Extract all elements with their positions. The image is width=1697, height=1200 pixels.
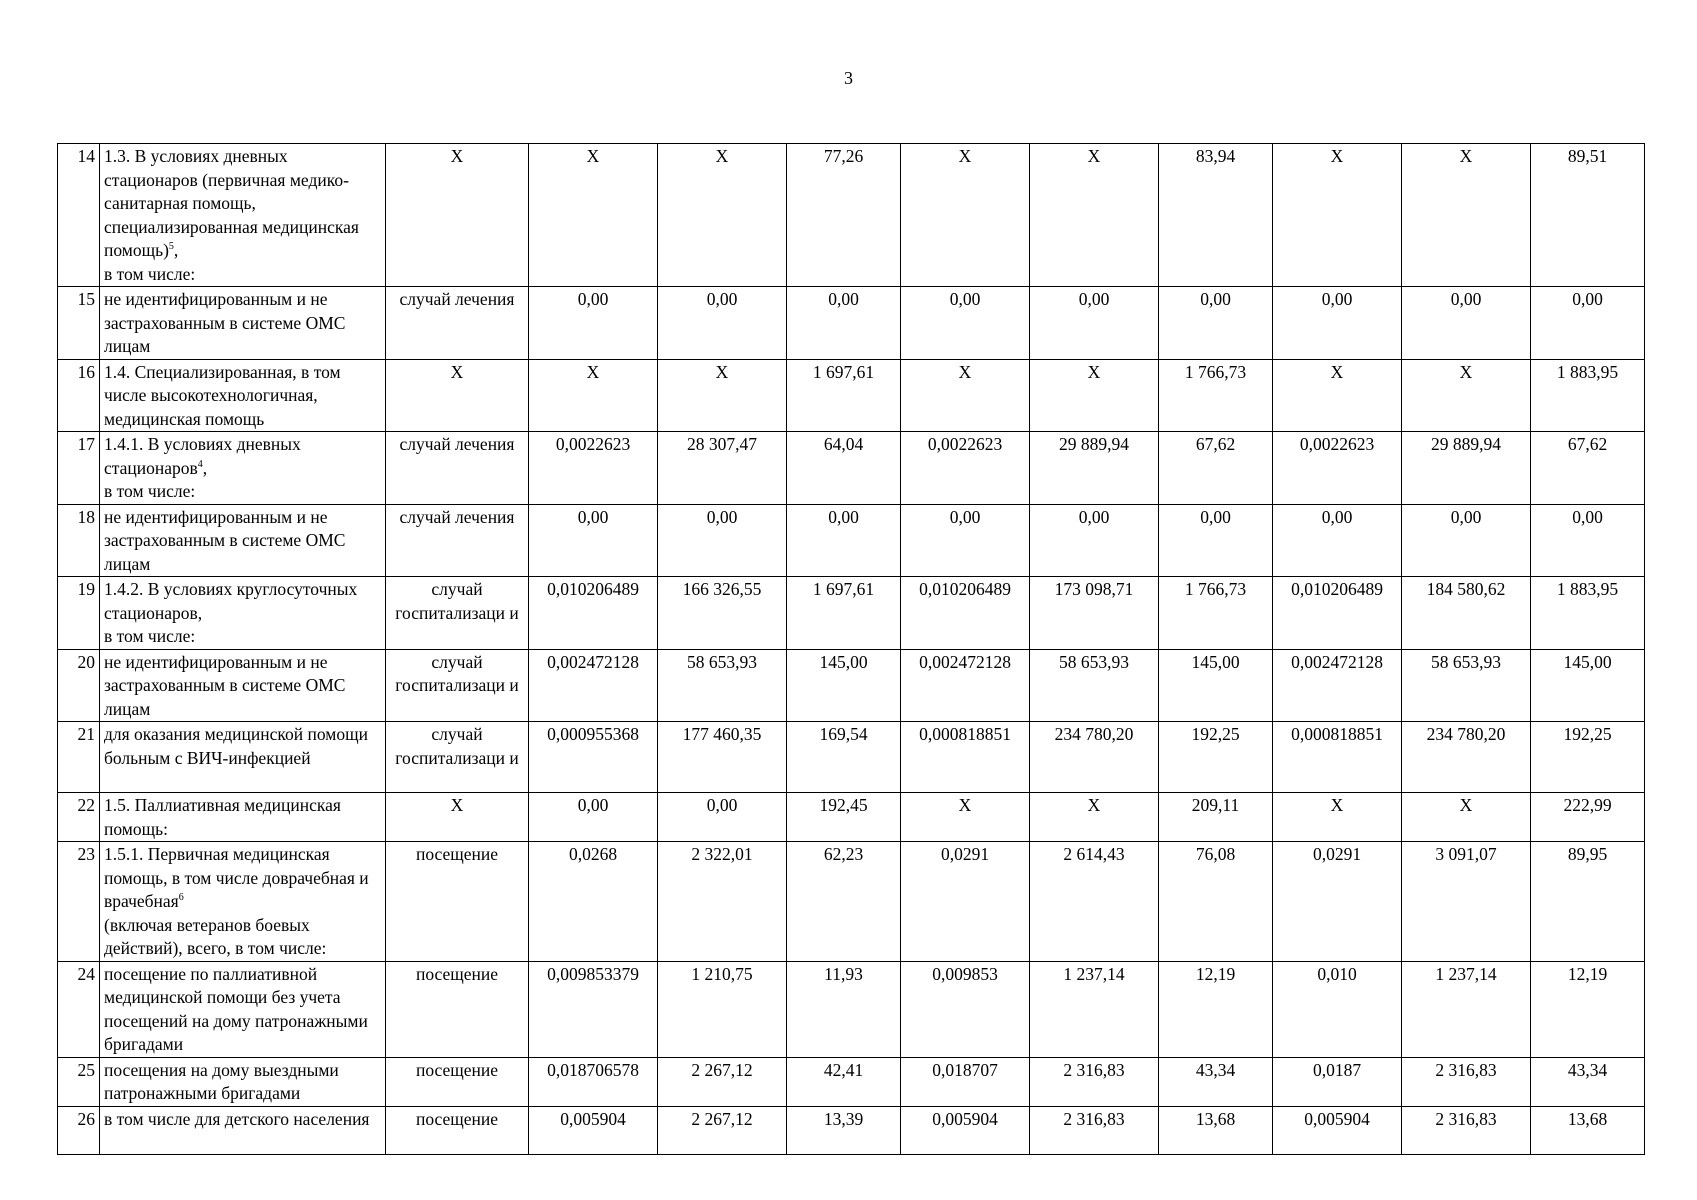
value-cell: 222,99 (1531, 793, 1645, 842)
value-cell: 192,25 (1159, 722, 1273, 793)
value-cell: 0,010 (1273, 961, 1402, 1057)
value-cell: 0,010206489 (901, 577, 1030, 650)
row-number: 16 (58, 359, 100, 432)
row-number: 20 (58, 649, 100, 722)
row-name: 1.5. Паллиативная медицинская помощь: (100, 793, 386, 842)
value-cell: 0,002472128 (901, 649, 1030, 722)
value-cell: 2 267,12 (658, 1106, 787, 1154)
value-cell: 0,002472128 (1273, 649, 1402, 722)
value-cell: X (1273, 793, 1402, 842)
row-name: 1.3. В условиях дневных стационаров (первичная медико-санитарная помощь, специализированная медицинская помощь)$^5$, в том числе: (100, 144, 386, 287)
value-cell: 1 237,14 (1402, 961, 1531, 1057)
value-cell: 0,00 (529, 504, 658, 577)
value-cell: 0,000818851 (901, 722, 1030, 793)
value-cell: 0,00 (1030, 287, 1159, 360)
value-cell: 12,19 (1159, 961, 1273, 1057)
unit-cell: X (386, 144, 529, 287)
value-cell: 0,009853379 (529, 961, 658, 1057)
row-name: посещение по паллиативной медицинской помощи без учета посещений на дому патронажными бригадами (100, 961, 386, 1057)
value-cell: 1 883,95 (1531, 577, 1645, 650)
table-row (58, 577, 1645, 650)
value-cell: 0,005904 (901, 1106, 1030, 1154)
value-cell: 0,000955368 (529, 722, 658, 793)
value-cell: X (1402, 144, 1531, 287)
table-body (58, 144, 1645, 1155)
value-cell: 29 889,94 (1402, 432, 1531, 505)
value-cell: 67,62 (1159, 432, 1273, 505)
value-cell: 0,00 (658, 287, 787, 360)
row-name: в том числе для детского населения (100, 1106, 386, 1154)
value-cell: 83,94 (1159, 144, 1273, 287)
value-cell: 0,018706578 (529, 1057, 658, 1106)
value-cell: X (1030, 793, 1159, 842)
value-cell: X (1030, 359, 1159, 432)
value-cell: 0,0187 (1273, 1057, 1402, 1106)
value-cell: 177 460,35 (658, 722, 787, 793)
table-row (58, 842, 1645, 962)
value-cell: 145,00 (787, 649, 901, 722)
footnote-mark: 4 (197, 458, 203, 470)
value-cell: 0,0291 (901, 842, 1030, 962)
value-cell: 11,93 (787, 961, 901, 1057)
value-cell: 0,00 (1273, 287, 1402, 360)
unit-cell: посещение (386, 1106, 529, 1154)
value-cell: X (658, 144, 787, 287)
value-cell: 145,00 (1159, 649, 1273, 722)
value-cell: 0,00 (529, 793, 658, 842)
value-cell: 0,00 (1402, 504, 1531, 577)
unit-cell: случай лечения (386, 287, 529, 360)
value-cell: 0,00 (1159, 287, 1273, 360)
row-name: для оказания медицинской помощи больным с ВИЧ-инфекцией (100, 722, 386, 793)
value-cell: 0,018707 (901, 1057, 1030, 1106)
value-cell: 64,04 (787, 432, 901, 505)
value-cell: 166 326,55 (658, 577, 787, 650)
value-cell: 28 307,47 (658, 432, 787, 505)
footnote-mark: 5 (168, 241, 174, 253)
value-cell: 0,00 (1531, 287, 1645, 360)
value-cell: X (901, 359, 1030, 432)
value-cell: 58 653,93 (1402, 649, 1531, 722)
value-cell: 0,00 (1531, 504, 1645, 577)
unit-cell: случай лечения (386, 504, 529, 577)
value-cell: 0,010206489 (1273, 577, 1402, 650)
table-row (58, 504, 1645, 577)
unit-cell: посещение (386, 1057, 529, 1106)
value-cell: 0,00 (1159, 504, 1273, 577)
value-cell: 0,000818851 (1273, 722, 1402, 793)
value-cell: 77,26 (787, 144, 901, 287)
value-cell: 192,45 (787, 793, 901, 842)
unit-cell: случай лечения (386, 432, 529, 505)
value-cell: 42,41 (787, 1057, 901, 1106)
value-cell: 2 316,83 (1030, 1057, 1159, 1106)
row-number: 22 (58, 793, 100, 842)
value-cell: 0,0268 (529, 842, 658, 962)
row-number: 25 (58, 1057, 100, 1106)
table-row (58, 722, 1645, 793)
table-row (58, 432, 1645, 505)
value-cell: 13,39 (787, 1106, 901, 1154)
value-cell: 0,00 (658, 504, 787, 577)
value-cell: 43,34 (1159, 1057, 1273, 1106)
value-cell: X (658, 359, 787, 432)
row-number: 26 (58, 1106, 100, 1154)
value-cell: 0,005904 (529, 1106, 658, 1154)
value-cell: 209,11 (1159, 793, 1273, 842)
table-row (58, 649, 1645, 722)
value-cell: 67,62 (1531, 432, 1645, 505)
value-cell: 0,005904 (1273, 1106, 1402, 1154)
row-number: 18 (58, 504, 100, 577)
value-cell: X (901, 144, 1030, 287)
row-name: не идентифицированным и не застрахованным в системе ОМС лицам (100, 287, 386, 360)
value-cell: 1 697,61 (787, 359, 901, 432)
value-cell: 76,08 (1159, 842, 1273, 962)
value-cell: 184 580,62 (1402, 577, 1531, 650)
row-name: 1.4. Специализированная, в том числе высокотехнологичная, медицинская помощь (100, 359, 386, 432)
value-cell: 145,00 (1531, 649, 1645, 722)
value-cell: 0,00 (1030, 504, 1159, 577)
value-cell: X (529, 359, 658, 432)
value-cell: 2 614,43 (1030, 842, 1159, 962)
unit-cell: X (386, 359, 529, 432)
table-row (58, 1057, 1645, 1106)
value-cell: 1 766,73 (1159, 577, 1273, 650)
value-cell: 1 697,61 (787, 577, 901, 650)
value-cell: 58 653,93 (658, 649, 787, 722)
value-cell: 2 316,83 (1402, 1106, 1531, 1154)
value-cell: 0,00 (1402, 287, 1531, 360)
value-cell: 234 780,20 (1402, 722, 1531, 793)
value-cell: 173 098,71 (1030, 577, 1159, 650)
unit-cell: случай госпитализаци и (386, 577, 529, 650)
row-name: 1.5.1. Первичная медицинская помощь, в том числе доврачебная и врачебная$^6$ (включая ветеранов боевых действий), всего, в том числе: (100, 842, 386, 962)
value-cell: 43,34 (1531, 1057, 1645, 1106)
value-cell: 192,25 (1531, 722, 1645, 793)
value-cell: 0,010206489 (529, 577, 658, 650)
row-name: не идентифицированным и не застрахованным в системе ОМС лицам (100, 504, 386, 577)
value-cell: 2 267,12 (658, 1057, 787, 1106)
page-number: 3 (844, 68, 853, 88)
row-number: 21 (58, 722, 100, 793)
row-name: 1.4.1. В условиях дневных стационаров$^4$, в том числе: (100, 432, 386, 505)
unit-cell: посещение (386, 961, 529, 1057)
unit-cell: X (386, 793, 529, 842)
value-cell: 0,0291 (1273, 842, 1402, 962)
value-cell: 0,00 (787, 504, 901, 577)
value-cell: 0,00 (901, 504, 1030, 577)
value-cell: 2 316,83 (1030, 1106, 1159, 1154)
value-cell: 62,23 (787, 842, 901, 962)
unit-cell: случай госпитализаци и (386, 649, 529, 722)
row-number: 24 (58, 961, 100, 1057)
value-cell: 0,009853 (901, 961, 1030, 1057)
table-row (58, 1106, 1645, 1154)
value-cell: 169,54 (787, 722, 901, 793)
row-number: 14 (58, 144, 100, 287)
value-cell: 1 210,75 (658, 961, 787, 1057)
row-number: 19 (58, 577, 100, 650)
value-cell: 89,51 (1531, 144, 1645, 287)
row-number: 17 (58, 432, 100, 505)
value-cell: 0,00 (901, 287, 1030, 360)
value-cell: 3 091,07 (1402, 842, 1531, 962)
table-row (58, 144, 1645, 287)
value-cell: 1 237,14 (1030, 961, 1159, 1057)
row-name: не идентифицированным и не застрахованным в системе ОМС лицам (100, 649, 386, 722)
value-cell: 0,00 (787, 287, 901, 360)
value-cell: 0,00 (1273, 504, 1402, 577)
data-table (57, 143, 1645, 1155)
unit-cell: случай госпитализаци и (386, 722, 529, 793)
value-cell: X (1273, 359, 1402, 432)
table-row (58, 793, 1645, 842)
row-name: 1.4.2. В условиях круглосуточных стационаров, в том числе: (100, 577, 386, 650)
value-cell: 89,95 (1531, 842, 1645, 962)
value-cell: 0,0022623 (1273, 432, 1402, 505)
table-row (58, 287, 1645, 360)
value-cell: 0,002472128 (529, 649, 658, 722)
unit-cell: посещение (386, 842, 529, 962)
value-cell: 58 653,93 (1030, 649, 1159, 722)
table-row (58, 359, 1645, 432)
value-cell: 13,68 (1531, 1106, 1645, 1154)
value-cell: X (1402, 793, 1531, 842)
value-cell: 1 766,73 (1159, 359, 1273, 432)
value-cell: X (529, 144, 658, 287)
value-cell: 234 780,20 (1030, 722, 1159, 793)
value-cell: 12,19 (1531, 961, 1645, 1057)
value-cell: 0,0022623 (529, 432, 658, 505)
footnote-mark: 6 (178, 892, 184, 904)
value-cell: 0,00 (658, 793, 787, 842)
value-cell: 2 322,01 (658, 842, 787, 962)
row-number: 23 (58, 842, 100, 962)
value-cell: 29 889,94 (1030, 432, 1159, 505)
value-cell: 13,68 (1159, 1106, 1273, 1154)
value-cell: 2 316,83 (1402, 1057, 1531, 1106)
value-cell: X (1273, 144, 1402, 287)
row-number: 15 (58, 287, 100, 360)
row-name: посещения на дому выездными патронажными бригадами (100, 1057, 386, 1106)
value-cell: X (1030, 144, 1159, 287)
value-cell: 0,0022623 (901, 432, 1030, 505)
table-row (58, 961, 1645, 1057)
value-cell: 1 883,95 (1531, 359, 1645, 432)
value-cell: 0,00 (529, 287, 658, 360)
value-cell: X (1402, 359, 1531, 432)
value-cell: X (901, 793, 1030, 842)
